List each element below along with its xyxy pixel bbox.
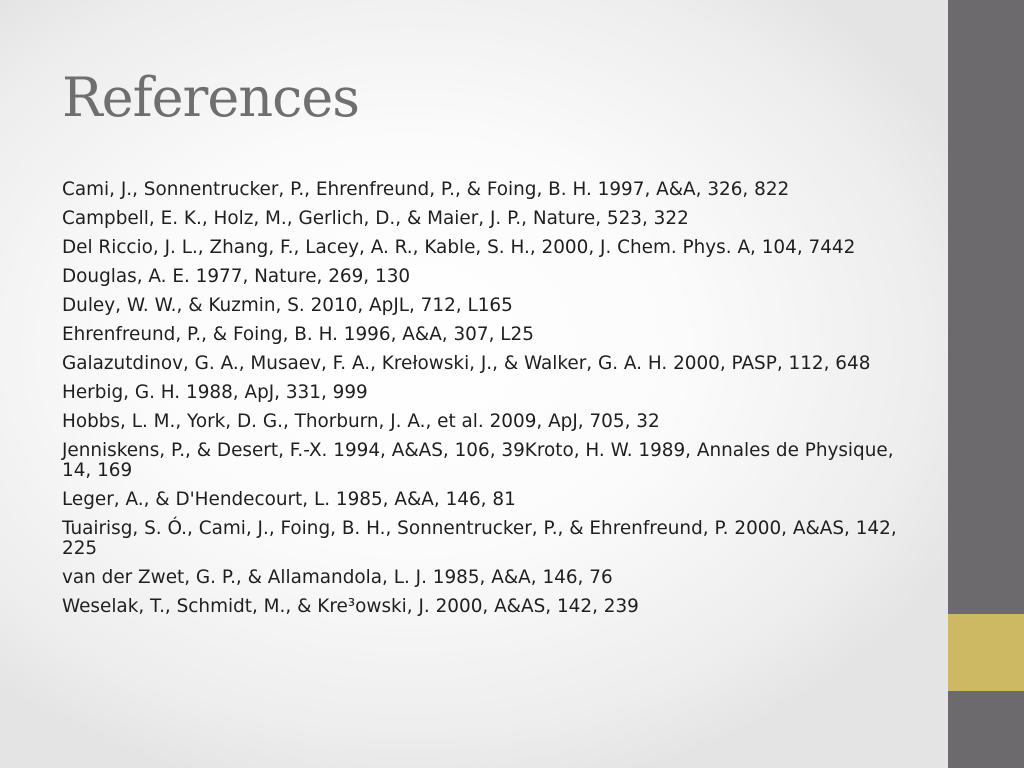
reference-item: Douglas, A. E. 1977, Nature, 269, 130 <box>62 266 411 287</box>
reference-list <box>62 180 900 626</box>
reference-item: Campbell, E. K., Holz, M., Gerlich, D., & Maier, J. P., Nature, 523, 322 <box>62 208 689 229</box>
reference-item: van der Zwet, G. P., & Allamandola, L. J. 1985, A&A, 146, 76 <box>62 567 613 588</box>
side-bar-decoration <box>948 0 1024 768</box>
reference-item: Herbig, G. H. 1988, ApJ, 331, 999 <box>62 382 368 403</box>
reference-item: Ehrenfreund, P., & Foing, B. H. 1996, A&A, 307, L25 <box>62 324 534 345</box>
reference-item: Leger, A., & D'Hendecourt, L. 1985, A&A, 146, 81 <box>62 489 516 510</box>
reference-item: Hobbs, L. M., York, D. G., Thorburn, J. A., et al. 2009, ApJ, 705, 32 <box>62 411 660 432</box>
reference-item: Tuairisg, S. Ó., Cami, J., Foing, B. H., Sonnentrucker, P., & Ehrenfreund, P. 2000, A&AS, 142, 225 <box>62 518 897 559</box>
reference-item: Weselak, T., Schmidt, M., & Kre³owski, J. 2000, A&AS, 142, 239 <box>62 596 639 617</box>
side-bar-accent <box>948 614 1024 691</box>
reference-item: Duley, W. W., & Kuzmin, S. 2010, ApJL, 712, L165 <box>62 295 513 316</box>
reference-item: Jenniskens, P., & Desert, F.-X. 1994, A&AS, 106, 39Kroto, H. W. 1989, Annales de Physique, 14, 169 <box>62 440 894 481</box>
slide-title: References <box>62 66 360 129</box>
reference-item: Cami, J., Sonnentrucker, P., Ehrenfreund, P., & Foing, B. H. 1997, A&A, 326, 822 <box>62 179 790 200</box>
reference-item: Galazutdinov, G. A., Musaev, F. A., Krełowski, J., & Walker, G. A. H. 2000, PASP, 112, 648 <box>62 353 871 374</box>
reference-item: Del Riccio, J. L., Zhang, F., Lacey, A. R., Kable, S. H., 2000, J. Chem. Phys. A, 104, 7442 <box>62 237 856 258</box>
